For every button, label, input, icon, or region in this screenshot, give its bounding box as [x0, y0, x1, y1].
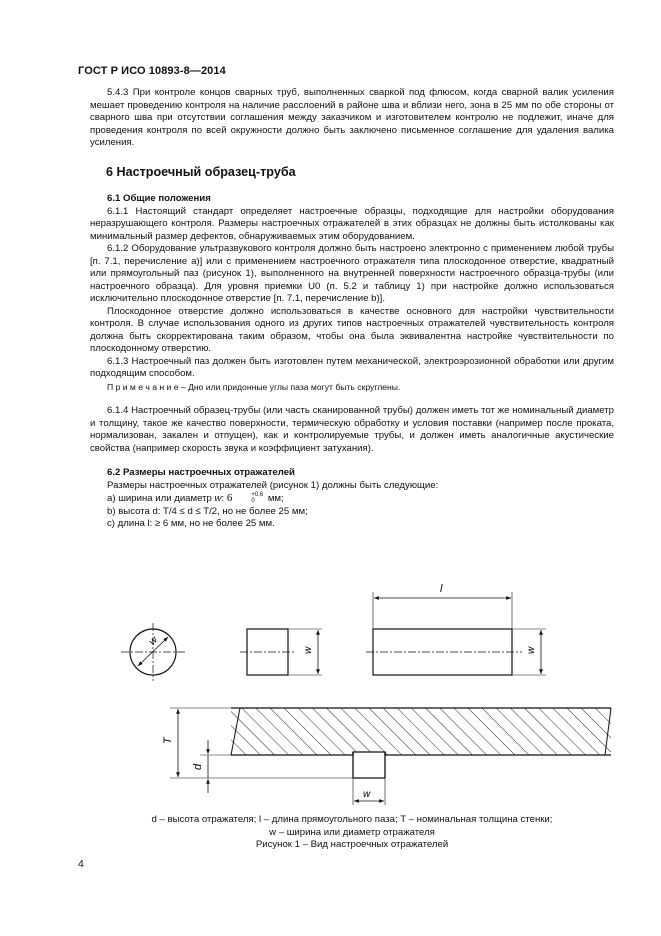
figure-caption: Рисунок 1 – Вид настроечных отражателей — [255, 839, 449, 850]
legend-line-2: w – ширина или диаметр отражателя — [269, 826, 435, 838]
wall-cross-section — [170, 708, 611, 805]
label-w-bottom: w — [363, 789, 371, 800]
paragraph-6-1-2: 6.1.2 Оборудование ультразвукового контроля должно быть настроено электронно с применением любой трубы [п. 7.1, перечисление а)] или с применением настроечного отражателя типа плоскодонное отверстие, квадратный или прямоугольный паз (рисунок 1), выполненного на внутренней поверхности настроечного образца-трубы (или настроечного образца). Для уровня приемки U0 (п. 5.2 и таблицу 1) при настройке должно использоваться исключительно плоскодонное отверстие [п. 7.1, перечисление b)]. — [90, 243, 614, 304]
paragraph-6-1-1: 6.1.1 Настоящий стандарт определяет настроечные образцы, подходящие для настройки оборудования неразрушающего контроля. Размеры настроечных отражателей в этих образцах не должны быть истолкованы как минимальный размер дефектов, обнаруживаемых этим оборудованием. — [90, 205, 614, 242]
note-text: – Дно или придонные углы паза могут быть скруглены. — [178, 381, 401, 392]
list-item-b: b) высота d: T/4 ≤ d ≤ T/2, но не более 25 мм; — [107, 505, 308, 517]
page-number: 4 — [78, 858, 84, 870]
note-label: П р и м е ч а н и е — [107, 381, 179, 392]
list-item-a: а) ширина или диаметр w: 6 +0,6 0 мм; — [107, 492, 284, 505]
paragraph-6-1-4: 6.1.4 Настроечный образец-трубы (или часть сканированной трубы) должен иметь тот же номинальный диаметр и толщину, такое же качество поверхности, термическую обработку и условия поставки (например после проката, нормализован, закален и отпущен), как и контролируемые трубы, и должен иметь аналогичные акустические свойства (например скорость звука и коэффициент затухания). — [90, 405, 614, 454]
section-6-title: 6 Настроечный образец-труба — [106, 165, 296, 179]
flat-bottom-hole-view — [121, 623, 185, 681]
paragraph-text: 5.4.3 При контроле концов сварных труб, выполненных сваркой под флюсом, когда сварной валик усиления мешает проведению контроля на наличие расслоений в районе шва и вблизи него, зона в 25 мм по обе стороны от сварного шва при отсутствии соглашения между заказчиком и изготовителем контролю не подлежит, иначе для проведения контроля по всей окружности должно быть заключено письменное соглашение для удаления валика усиления. — [90, 87, 614, 148]
list-item-c: c) длина l: ≥ 6 мм, но не более 25 мм. — [107, 518, 275, 529]
rectangular-notch-view — [366, 592, 546, 675]
subsection-6-2-title: 6.2 Размеры настроечных отражателей — [107, 467, 295, 478]
subsection-6-1-title: 6.1 Общие положения — [107, 193, 211, 204]
paragraph-6-1-3: 6.1.3 Настроечный паз должен быть изготовлен путем механической, электроэрозионной обработки или другим подходящим способом. — [90, 355, 614, 379]
label-l: l — [440, 583, 443, 595]
label-w-circle: w — [147, 634, 160, 648]
label-w-square: w — [303, 646, 314, 654]
label-T: T — [162, 737, 174, 744]
document-header: ГОСТ Р ИСО 10893-8—2014 — [78, 65, 226, 77]
figure-legend — [90, 814, 614, 852]
paragraph-6-1-2b: Плоскодонное отверстие должно использоваться в качестве основного для настройки чувствительности контроля. В случае использования одного из других типов настроечных отражателей чувствительность контроля должна быть скорректирована таким образом, чтобы она была эквивалентна настройке чувствительности по плоскодонному отверстию. — [90, 305, 614, 354]
label-w-rect: w — [526, 646, 537, 654]
label-d: d — [192, 763, 204, 770]
paragraph-6-2-intro: Размеры настроечных отражателей (рисунок 1) должны быть следующие: — [107, 479, 439, 491]
legend-line-1: d – высота отражателя; l – длина прямоугольного паза; T – номинальная толщина стенки; — [151, 814, 553, 825]
